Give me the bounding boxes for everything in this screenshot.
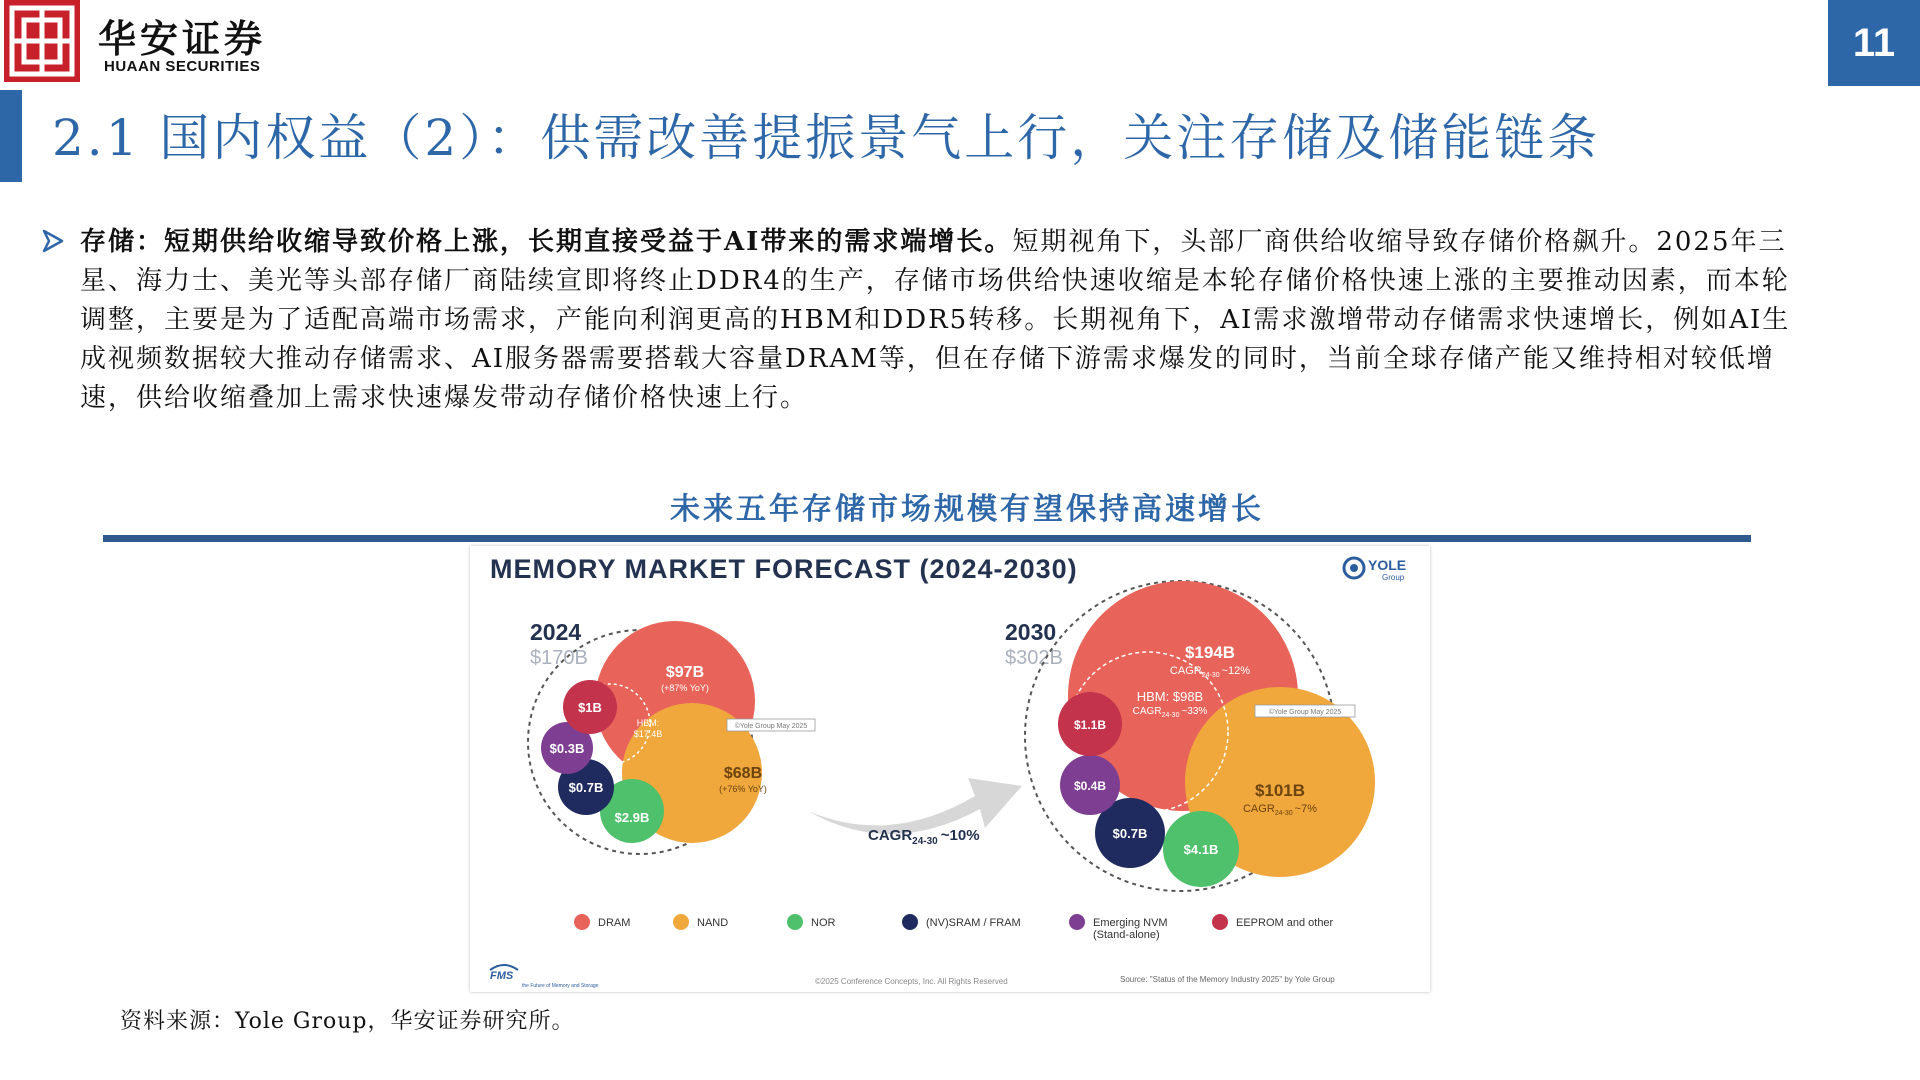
growth-arrow-icon bbox=[808, 778, 1022, 834]
yole-logo-icon bbox=[1344, 558, 1364, 578]
legend-sram: (NV)SRAM / FRAM bbox=[926, 917, 1021, 929]
label-emerging-2030: $0.4B bbox=[1073, 779, 1107, 793]
legend bbox=[574, 914, 1334, 941]
watermark-2030: ©Yole Group May 2025 bbox=[1268, 709, 1342, 716]
legend-emerging-sub: (Stand-alone) bbox=[1093, 929, 1160, 941]
legend-swatch-emerging bbox=[1069, 914, 1085, 930]
page-number: 11 bbox=[1828, 0, 1920, 86]
arrow-bullet-icon bbox=[40, 228, 66, 254]
label-dram-sub-2024: (+87% YoY) bbox=[661, 683, 709, 693]
company-logo-icon bbox=[4, 0, 80, 82]
legend-swatch-sram bbox=[902, 914, 918, 930]
legend-nor: NOR bbox=[811, 917, 836, 929]
label-sram-2024: $0.7B bbox=[568, 780, 604, 795]
label-nor-2030: $4.1B bbox=[1183, 842, 1219, 857]
footer-source: Source: "Status of the Memory Industry 2025" by Yole Group bbox=[1120, 975, 1335, 984]
legend-swatch-nand bbox=[673, 914, 689, 930]
label-dram-2024: $97B bbox=[665, 664, 705, 681]
fms-logo-sub: the Future of Memory and Storage bbox=[522, 983, 599, 989]
body-text: 短期视角下，头部厂商供给收缩导致存储价格飙升。2025年三星、海力士、美光等头部存储厂商陆续宣即将终止DDR4的生产，存储市场供给快速收缩是本轮存储价格快速上涨的主要推动因素，而本轮调整，主要是为了适配高端市场需求，产能向利润更高的HBM和DDR5转移。长期视角下，AI需求激增带动存储需求快速增长，例如AI生成视频数据较大推动存储需求、AI服务器需要搭载大容量DRAM等，但在存储下游需求爆发的同时，当前全球存储产能又维持相对较低增速，供给收缩叠加上需求快速爆发带动存储价格快速上行。 bbox=[80, 227, 1791, 413]
arrow-cagr: $CAGR_{24-30}$ ~10% bbox=[868, 827, 980, 847]
company-name-cn: 华安证券 bbox=[98, 16, 267, 61]
label-nand-sub-2024: (+76% YoY) bbox=[719, 784, 767, 794]
yole-brand: YOLE bbox=[1368, 557, 1407, 573]
source-note: 资料来源：Yole Group，华安证券研究所。 bbox=[120, 1009, 575, 1034]
legend-eeprom: EEPROM and other bbox=[1236, 917, 1334, 929]
label-nand-cagr-2030: $CAGR_{24-30}$ ~7% bbox=[1242, 803, 1318, 817]
legend-swatch-eeprom bbox=[1212, 914, 1228, 930]
label-hbm-2030: HBM: $98B bbox=[1136, 689, 1204, 704]
label-hbm-2024: HBM: bbox=[636, 718, 660, 728]
label-nand-2024: $68B bbox=[723, 765, 763, 782]
year-2024: 2024 bbox=[530, 619, 582, 645]
legend-nand: NAND bbox=[697, 917, 729, 929]
total-2030: $302B bbox=[1005, 647, 1063, 669]
label-nand-2030: $101B bbox=[1254, 781, 1306, 800]
label-emerging-2024: $0.3B bbox=[549, 741, 585, 756]
legend-swatch-dram bbox=[574, 914, 590, 930]
bubble-group-2030 bbox=[1025, 581, 1375, 891]
yole-brand-sub: Group bbox=[1382, 573, 1405, 582]
company-name-en: HUAAN SECURITIES bbox=[104, 58, 261, 75]
legend-emerging: Emerging NVM bbox=[1093, 917, 1168, 929]
body-paragraph bbox=[80, 223, 1810, 418]
figure-divider bbox=[103, 535, 1751, 542]
page-title: 2.1 国内权益（2）：供需改善提振景气上行，关注存储及储能链条 bbox=[52, 109, 1601, 167]
total-2024: $170B bbox=[530, 647, 588, 669]
label-hbm-cagr-2030: $CAGR_{24-30}$ ~33% bbox=[1132, 706, 1208, 719]
label-eeprom-2024: $1B bbox=[578, 700, 602, 715]
label-dram-cagr-2030: $CAGR_{24-30}$ ~12% bbox=[1169, 665, 1251, 679]
footer-copyright: ©2025 Conference Concepts, Inc. All Rights Reserved bbox=[815, 977, 1008, 986]
label-eeprom-2030: $1.1B bbox=[1073, 718, 1107, 732]
year-2030: 2030 bbox=[1005, 619, 1057, 645]
label-dram-2030: $194B bbox=[1184, 643, 1236, 662]
body-lead: 存储：短期供给收缩导致价格上涨，长期直接受益于AI带来的需求端增长。 bbox=[80, 227, 1013, 257]
legend-dram: DRAM bbox=[598, 917, 631, 929]
label-hbm-val-2024: $17.4B bbox=[633, 729, 663, 739]
label-nor-2024: $2.9B bbox=[614, 810, 650, 825]
fms-logo: FMS bbox=[490, 970, 514, 982]
watermark-2024: ©Yole Group May 2025 bbox=[734, 723, 808, 730]
figure-caption: 未来五年存储市场规模有望保持高速增长 bbox=[670, 492, 1264, 527]
label-sram-2030: $0.7B bbox=[1112, 826, 1148, 841]
memory-forecast-figure bbox=[470, 546, 1430, 992]
legend-swatch-nor bbox=[787, 914, 803, 930]
title-accent-bar bbox=[0, 90, 22, 182]
figure-heading: MEMORY MARKET FORECAST (2024-2030) bbox=[490, 554, 1078, 584]
